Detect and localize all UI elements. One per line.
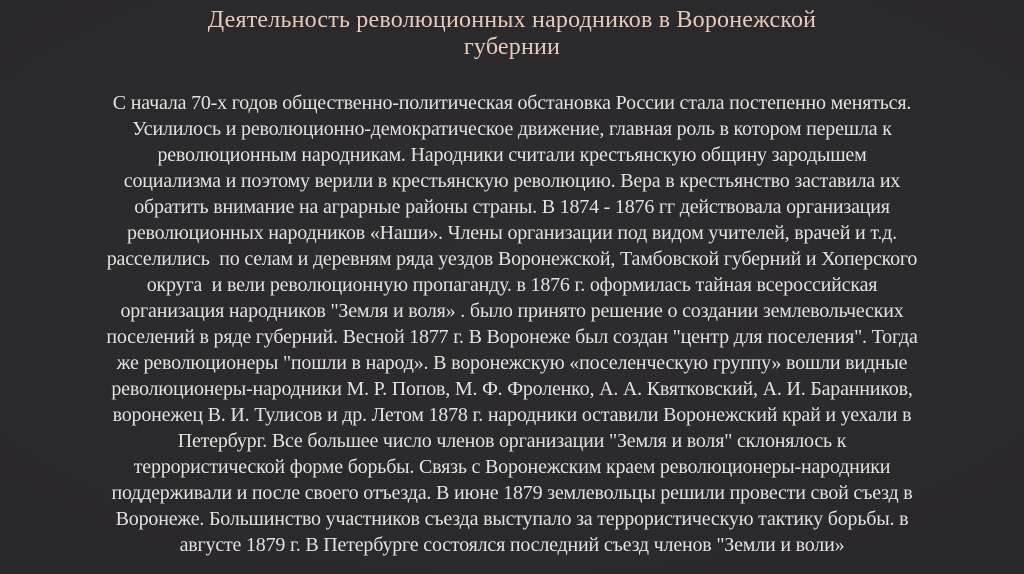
text-line: Петербург. Все большее число членов организации "Земля и воля" склонялось к <box>177 430 847 453</box>
slide-title <box>208 7 816 61</box>
text-line: революционным народникам. Народники считали крестьянскую общину зародышем <box>157 144 867 167</box>
text-line: организация народников "Земля и воля» . было принято решение о создании землевольческих <box>120 300 904 323</box>
text-line: округа и вели революционную пропаганду. в 1876 г. оформилась тайная всероссийская <box>146 274 878 297</box>
text-line: поселений в ряде губерний. Весной 1877 г. В Воронеже был создан "центр для поселения". Тогда <box>106 326 918 349</box>
text-line: Деятельность революционных народников в Воронежской <box>207 7 817 33</box>
text-line: социализма и поэтому верили в крестьянскую революцию. Вера в крестьянство заставила их <box>123 170 901 193</box>
slide-body-text <box>106 90 917 558</box>
text-line: губернии <box>463 34 561 60</box>
text-line: августе 1879 г. В Петербурге состоялся последний съезд членов "Земли и воли» <box>179 534 845 557</box>
text-line: революционных народников «Наши». Члены организации под видом учителей, врачей и т.д. <box>127 222 897 245</box>
text-line: же революционеры "пошли в народ». В воронежскую «поселенческую группу» вошли видные <box>116 352 908 375</box>
text-line: Усилилось и революционно-демократическое движение, главная роль в котором перешла к <box>132 118 892 141</box>
text-line: Воронеже. Большинство участников съезда выступало за террористическую тактику борьбы. в <box>115 508 909 531</box>
text-line: обратить внимание на аграрные районы страны. В 1874 - 1876 гг действовала организация <box>134 196 890 219</box>
text-line: террористической форме борьбы. Связь с Воронежским краем революционеры-народники <box>133 456 891 479</box>
text-line: расселились по селам и деревням ряда уездов Воронежской, Тамбовской губерний и Хоперского <box>106 248 918 271</box>
text-line: революционеры-народники М. Р. Попов, М. Ф. Фроленко, А. А. Квятковский, А. И. Баранников, <box>111 378 913 401</box>
text-line: С начала 70-х годов общественно-политическая обстановка России стала постепенно меняться. <box>112 92 912 115</box>
text-line: поддерживали и после своего отъезда. В июне 1879 землевольцы решили провести свой съезд в <box>111 482 913 505</box>
text-line: воронежец В. И. Тулисов и др. Летом 1878 г. народники оставили Воронежский край и уехали в <box>112 404 912 427</box>
